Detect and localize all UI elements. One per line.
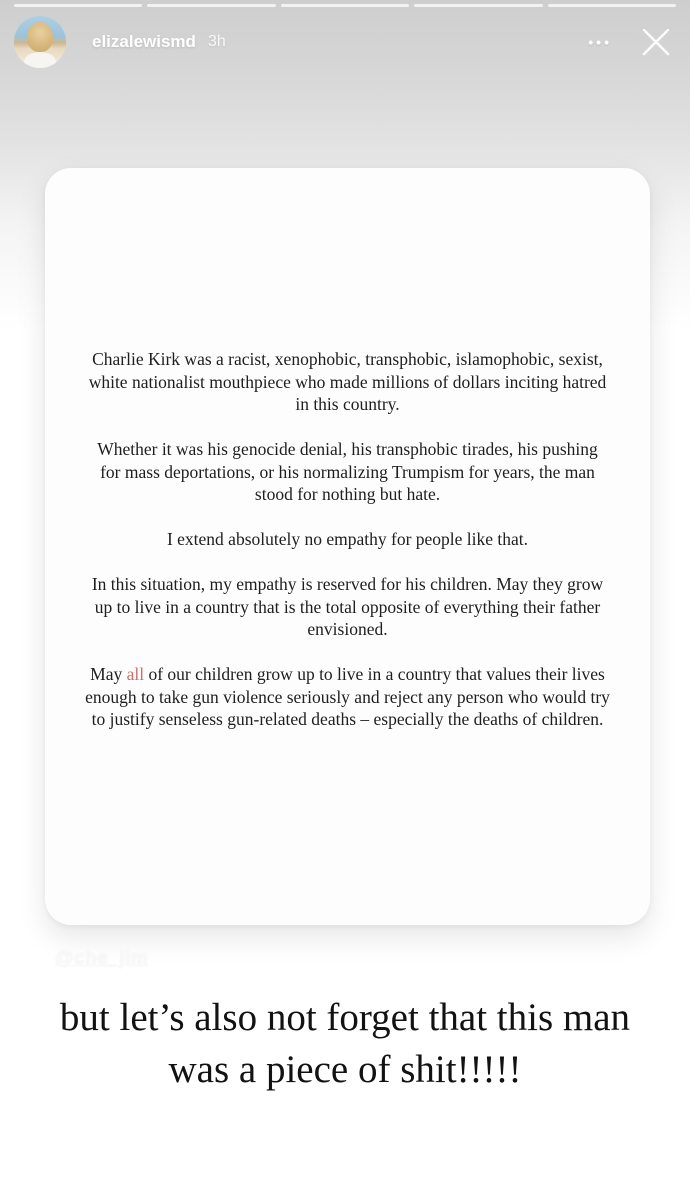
- paragraph: I extend absolutely no empathy for people like that.: [166, 529, 529, 549]
- story-header: [14, 16, 674, 68]
- text-post-card: [45, 168, 650, 925]
- progress-segment: [414, 4, 542, 7]
- paragraph-text: May: [90, 664, 127, 684]
- paragraph: In this situation, my empathy is reserved for his children. May they grow up to live in a country that is the total opposite of everything their father envisioned.: [91, 574, 604, 639]
- username[interactable]: elizalewismd: [92, 32, 196, 51]
- highlighted-word: all: [126, 664, 145, 684]
- mention-sticker[interactable]: @che_jim: [55, 948, 149, 969]
- progress-segment: [147, 4, 275, 7]
- close-icon: [639, 25, 673, 59]
- timestamp: 3h: [207, 33, 226, 50]
- close-button[interactable]: [638, 24, 674, 60]
- paragraph: Whether it was his genocide denial, his transphobic tirades, his pushing for mass deportations, or his normalizing Trumpism for years, the man stood for nothing but hate.: [97, 439, 598, 504]
- progress-segment: [281, 4, 409, 7]
- progress-segment: [14, 4, 142, 7]
- story-progress: [14, 4, 676, 7]
- progress-segment: [548, 4, 676, 7]
- paragraph-text: of our children grow up to live in a country that values their lives enough to take gun violence seriously and reject any person who would try to justify senseless gun-related deaths – especially the deaths of children.: [85, 664, 610, 729]
- text-post-body: [85, 348, 610, 753]
- avatar[interactable]: [14, 16, 66, 68]
- story-caption: but let’s also not forget that this man was a piece of shit!!!!!: [59, 996, 631, 1091]
- paragraph: [85, 663, 610, 731]
- more-options-button[interactable]: [588, 34, 612, 50]
- paragraph: Charlie Kirk was a racist, xenophobic, transphobic, islamophobic, sexist, white nationalist mouthpiece who made millions of dollars inciting hatred in this country.: [88, 349, 607, 414]
- more-options-icon: •••: [588, 34, 612, 50]
